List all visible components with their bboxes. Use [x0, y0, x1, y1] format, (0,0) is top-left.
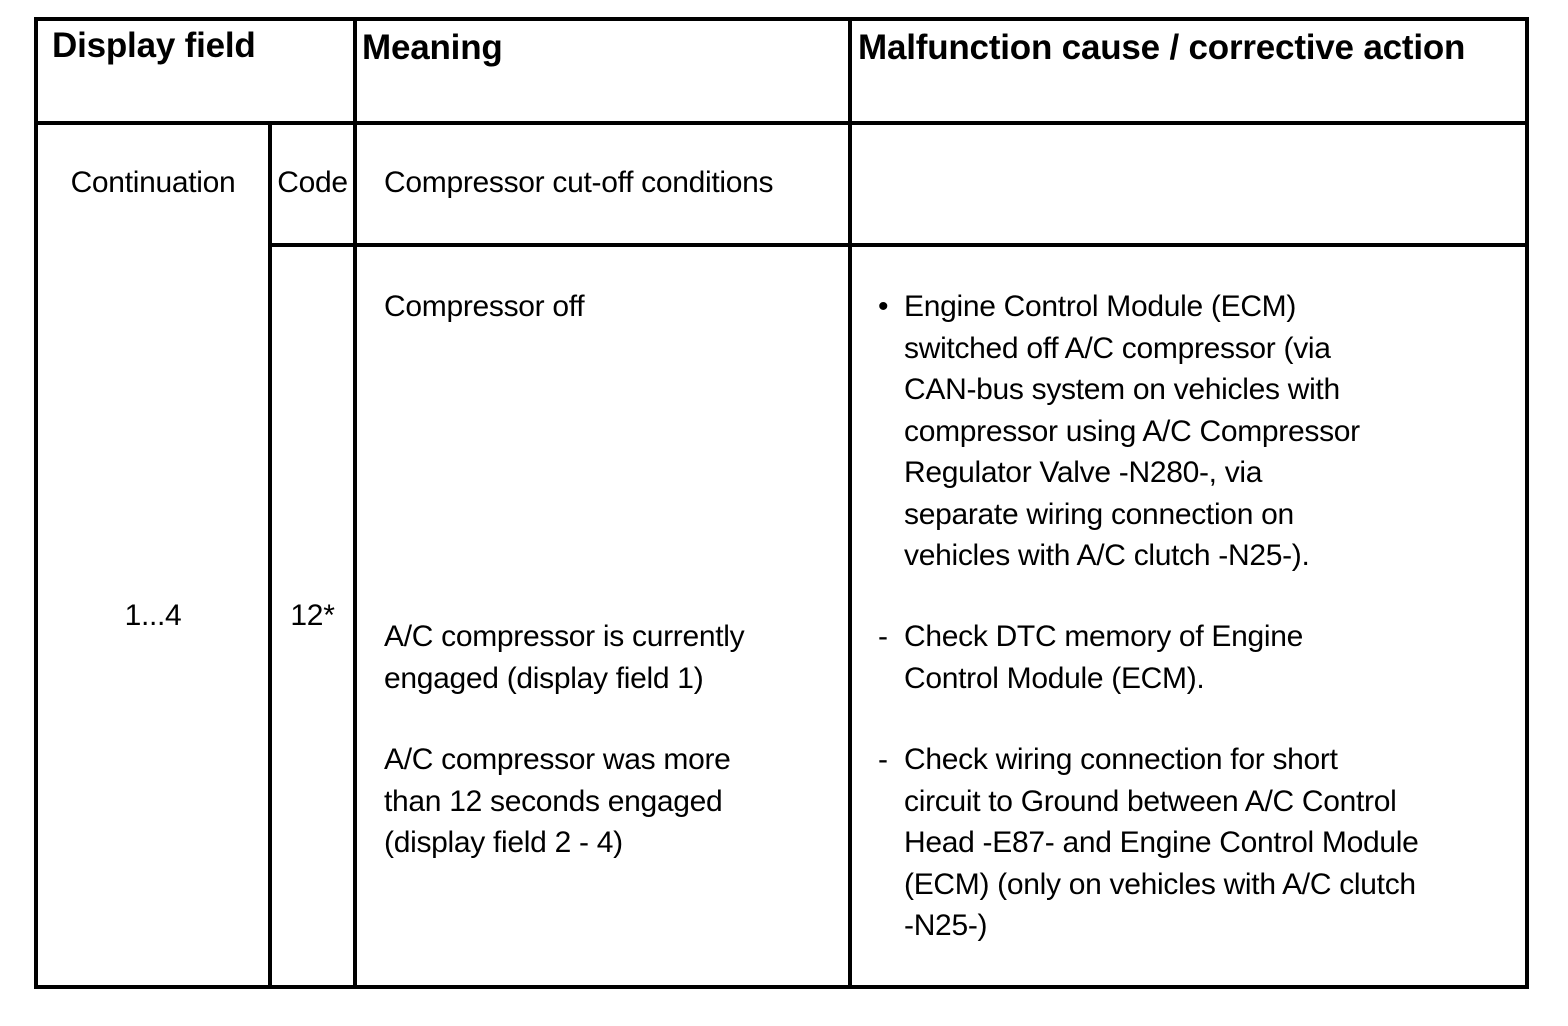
action-line: Check wiring connection for short [904, 743, 1338, 776]
display-field-value: 1...4 [124, 599, 182, 632]
dash-marker: - [878, 620, 888, 653]
table-border-right [1525, 17, 1529, 989]
action-text [904, 286, 1360, 577]
action-item-check-wiring [878, 739, 1518, 954]
action-text [904, 739, 1419, 947]
meaning-more-than-12s [384, 739, 731, 864]
subheader-continuation: Continuation [70, 166, 236, 199]
header-display-field: Display field [52, 26, 256, 65]
action-line: Regulator Valve -N280-, via [904, 456, 1263, 489]
action-line: Engine Control Module (ECM) [904, 290, 1297, 323]
subheader-code: Code [277, 166, 348, 199]
meaning-compressor-off [384, 286, 584, 328]
meaning-line: Compressor off [384, 290, 585, 323]
action-line: Control Module (ECM). [904, 661, 1205, 695]
action-line: Check DTC memory of Engine [904, 620, 1304, 653]
action-text [904, 616, 1303, 699]
subheader-meaning: Compressor cut-off conditions [384, 166, 774, 199]
action-item-ecm-switched-off [878, 286, 1518, 586]
header-meaning: Meaning [362, 28, 503, 67]
dash-marker: - [878, 743, 888, 776]
action-line: -N25-) [904, 909, 988, 942]
action-line: vehicles with A/C clutch -N25-). [904, 539, 1310, 572]
meaning-line: A/C compressor is currently [384, 620, 745, 653]
subheader-divider [270, 243, 1529, 247]
meaning-line: engaged (display field 1) [384, 661, 704, 695]
action-item-check-dtc [878, 616, 1518, 706]
action-line: circuit to Ground between A/C Control [904, 784, 1397, 818]
meaning-line: than 12 seconds engaged [384, 784, 723, 818]
header-malfunction-cause: Malfunction cause / corrective action [858, 28, 1466, 67]
column-divider-code [353, 17, 357, 989]
header-divider [34, 121, 1529, 125]
action-line: CAN-bus system on vehicles with [904, 373, 1340, 406]
column-divider-continuation [268, 121, 272, 989]
table-border-top [34, 17, 1529, 21]
meaning-currently-engaged [384, 616, 744, 699]
action-line: compressor using A/C Compressor [904, 414, 1360, 448]
meaning-line: A/C compressor was more [384, 743, 731, 776]
column-divider-meaning [848, 17, 852, 989]
meaning-line: (display field 2 - 4) [384, 826, 623, 859]
action-line: Head -E87- and Engine Control Module [904, 826, 1419, 859]
bullet-marker: • [878, 290, 889, 323]
action-line: (ECM) (only on vehicles with A/C clutch [904, 867, 1416, 901]
action-line: separate wiring connection on [904, 497, 1294, 531]
code-value: 12* [290, 599, 335, 632]
action-line: switched off A/C compressor (via [904, 331, 1331, 365]
table-border-bottom [34, 985, 1529, 989]
